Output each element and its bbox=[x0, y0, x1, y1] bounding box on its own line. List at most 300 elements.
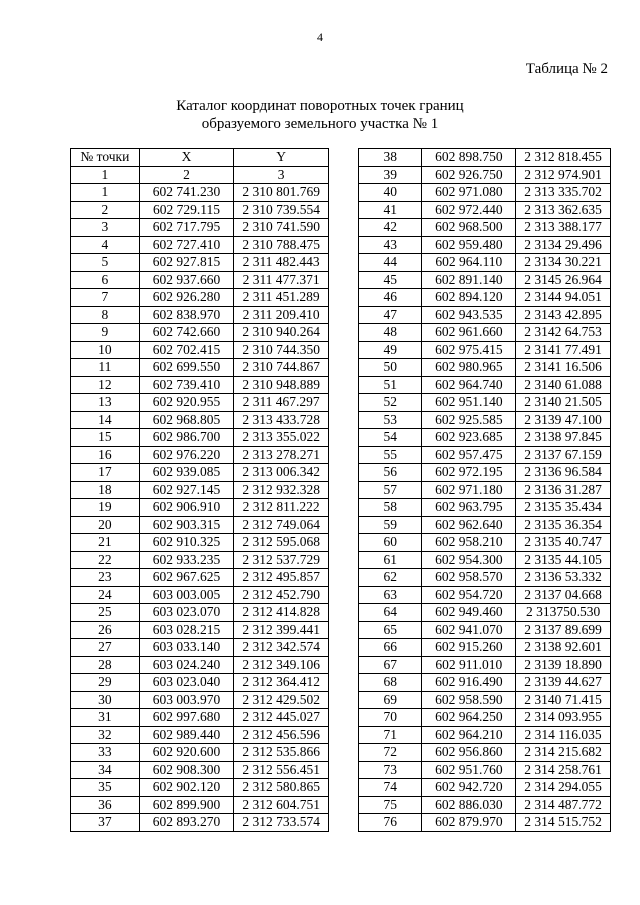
point-number-cell: 2 bbox=[71, 201, 140, 219]
point-number-cell: 68 bbox=[359, 674, 422, 692]
x-coordinate-cell: 602 951.760 bbox=[422, 761, 516, 779]
y-coordinate-cell: 2 311 209.410 bbox=[234, 306, 329, 324]
point-number-cell: 37 bbox=[71, 814, 140, 832]
y-coordinate-cell: 2 3139 44.627 bbox=[516, 674, 611, 692]
x-coordinate-cell: 603 023.040 bbox=[139, 674, 234, 692]
x-coordinate-cell: 602 920.600 bbox=[139, 744, 234, 762]
x-coordinate-cell: 603 024.240 bbox=[139, 656, 234, 674]
table-row bbox=[71, 429, 329, 447]
x-coordinate-cell: 602 971.080 bbox=[422, 184, 516, 202]
y-coordinate-cell: 2 3145 26.964 bbox=[516, 271, 611, 289]
table-row bbox=[71, 324, 329, 342]
x-coordinate-cell: 602 951.140 bbox=[422, 394, 516, 412]
header-x: X bbox=[139, 149, 234, 167]
point-number-cell: 38 bbox=[359, 149, 422, 167]
point-number-cell: 31 bbox=[71, 709, 140, 727]
x-coordinate-cell: 602 954.300 bbox=[422, 551, 516, 569]
x-coordinate-cell: 602 699.550 bbox=[139, 359, 234, 377]
point-number-cell: 39 bbox=[359, 166, 422, 184]
table-row bbox=[71, 219, 329, 237]
x-coordinate-cell: 602 967.625 bbox=[139, 569, 234, 587]
header-point-number: № точки bbox=[71, 149, 140, 167]
point-number-cell: 30 bbox=[71, 691, 140, 709]
x-coordinate-cell: 602 976.220 bbox=[139, 446, 234, 464]
table-label: Таблица № 2 bbox=[525, 61, 608, 77]
point-number-cell: 62 bbox=[359, 569, 422, 587]
x-coordinate-cell: 602 958.590 bbox=[422, 691, 516, 709]
y-coordinate-cell: 2 312 818.455 bbox=[516, 149, 611, 167]
x-coordinate-cell: 602 927.145 bbox=[139, 481, 234, 499]
x-coordinate-cell: 602 972.440 bbox=[422, 201, 516, 219]
x-coordinate-cell: 602 915.260 bbox=[422, 639, 516, 657]
y-coordinate-cell: 2 312 749.064 bbox=[234, 516, 329, 534]
x-coordinate-cell: 602 964.110 bbox=[422, 254, 516, 272]
x-coordinate-cell: 602 964.740 bbox=[422, 376, 516, 394]
point-number-cell: 49 bbox=[359, 341, 422, 359]
y-coordinate-cell: 2 310 744.350 bbox=[234, 341, 329, 359]
point-number-cell: 32 bbox=[71, 726, 140, 744]
point-number-cell: 43 bbox=[359, 236, 422, 254]
table-row bbox=[359, 551, 611, 569]
x-coordinate-cell: 602 959.480 bbox=[422, 236, 516, 254]
point-number-cell: 16 bbox=[71, 446, 140, 464]
table-row bbox=[359, 499, 611, 517]
x-coordinate-cell: 602 961.660 bbox=[422, 324, 516, 342]
table-row bbox=[71, 744, 329, 762]
table-row bbox=[71, 586, 329, 604]
table-row bbox=[359, 761, 611, 779]
point-number-cell: 7 bbox=[71, 289, 140, 307]
point-number-cell: 22 bbox=[71, 551, 140, 569]
y-coordinate-cell: 2 3134 30.221 bbox=[516, 254, 611, 272]
table-row bbox=[71, 674, 329, 692]
x-coordinate-cell: 602 908.300 bbox=[139, 761, 234, 779]
table-row bbox=[71, 691, 329, 709]
x-coordinate-cell: 602 964.250 bbox=[422, 709, 516, 727]
table-row bbox=[359, 604, 611, 622]
table-row bbox=[359, 219, 611, 237]
table-row bbox=[71, 394, 329, 412]
table-row bbox=[359, 464, 611, 482]
y-coordinate-cell: 2 3137 89.699 bbox=[516, 621, 611, 639]
point-number-cell: 33 bbox=[71, 744, 140, 762]
point-number-cell: 74 bbox=[359, 779, 422, 797]
x-coordinate-cell: 602 986.700 bbox=[139, 429, 234, 447]
table-row bbox=[71, 604, 329, 622]
y-coordinate-cell: 2 313 388.177 bbox=[516, 219, 611, 237]
title-line-1: Каталог координат поворотных точек границ bbox=[176, 98, 464, 114]
table-row bbox=[71, 236, 329, 254]
point-number-cell: 41 bbox=[359, 201, 422, 219]
point-number-cell: 55 bbox=[359, 446, 422, 464]
table-row bbox=[359, 306, 611, 324]
point-number-cell: 19 bbox=[71, 499, 140, 517]
y-coordinate-cell: 2 3142 64.753 bbox=[516, 324, 611, 342]
y-coordinate-cell: 2 311 467.297 bbox=[234, 394, 329, 412]
table-row bbox=[359, 569, 611, 587]
table-row bbox=[71, 359, 329, 377]
title-line-2: образуемого земельного участка № 1 bbox=[201, 116, 439, 132]
y-coordinate-cell: 2 312 429.502 bbox=[234, 691, 329, 709]
point-number-cell: 58 bbox=[359, 499, 422, 517]
table-row bbox=[71, 446, 329, 464]
point-number-cell: 51 bbox=[359, 376, 422, 394]
point-number-cell: 24 bbox=[71, 586, 140, 604]
point-number-cell: 1 bbox=[71, 184, 140, 202]
table-row bbox=[71, 796, 329, 814]
y-coordinate-cell: 2 310 788.475 bbox=[234, 236, 329, 254]
y-coordinate-cell: 2 312 445.027 bbox=[234, 709, 329, 727]
point-number-cell: 15 bbox=[71, 429, 140, 447]
x-coordinate-cell: 602 916.490 bbox=[422, 674, 516, 692]
x-coordinate-cell: 602 920.955 bbox=[139, 394, 234, 412]
x-coordinate-cell: 602 958.210 bbox=[422, 534, 516, 552]
x-coordinate-cell: 602 906.910 bbox=[139, 499, 234, 517]
table-row bbox=[359, 254, 611, 272]
point-number-cell: 23 bbox=[71, 569, 140, 587]
x-coordinate-cell: 602 911.010 bbox=[422, 656, 516, 674]
point-number-cell: 63 bbox=[359, 586, 422, 604]
table-row bbox=[71, 306, 329, 324]
y-coordinate-cell: 2 314 258.761 bbox=[516, 761, 611, 779]
x-coordinate-cell: 602 838.970 bbox=[139, 306, 234, 324]
y-coordinate-cell: 2 312 733.574 bbox=[234, 814, 329, 832]
x-coordinate-cell: 602 727.410 bbox=[139, 236, 234, 254]
x-coordinate-cell: 602 968.500 bbox=[422, 219, 516, 237]
y-coordinate-cell: 2 312 495.857 bbox=[234, 569, 329, 587]
point-number-cell: 17 bbox=[71, 464, 140, 482]
point-number-cell: 13 bbox=[71, 394, 140, 412]
x-coordinate-cell: 602 903.315 bbox=[139, 516, 234, 534]
point-number-cell: 52 bbox=[359, 394, 422, 412]
table-row bbox=[71, 201, 329, 219]
table-row bbox=[71, 289, 329, 307]
point-number-cell: 36 bbox=[71, 796, 140, 814]
y-coordinate-cell: 2 312 974.901 bbox=[516, 166, 611, 184]
y-coordinate-cell: 2 312 604.751 bbox=[234, 796, 329, 814]
coordinates-table-right bbox=[358, 148, 611, 832]
point-number-cell: 34 bbox=[71, 761, 140, 779]
x-coordinate-cell: 602 899.900 bbox=[139, 796, 234, 814]
point-number-cell: 50 bbox=[359, 359, 422, 377]
y-coordinate-cell: 2 3135 35.434 bbox=[516, 499, 611, 517]
y-coordinate-cell: 2 313 006.342 bbox=[234, 464, 329, 482]
x-coordinate-cell: 602 949.460 bbox=[422, 604, 516, 622]
y-coordinate-cell: 2 3135 44.105 bbox=[516, 551, 611, 569]
point-number-cell: 73 bbox=[359, 761, 422, 779]
x-coordinate-cell: 603 003.970 bbox=[139, 691, 234, 709]
x-coordinate-cell: 602 898.750 bbox=[422, 149, 516, 167]
y-coordinate-cell: 2 3135 36.354 bbox=[516, 516, 611, 534]
y-coordinate-cell: 2 3136 53.332 bbox=[516, 569, 611, 587]
y-coordinate-cell: 2 314 116.035 bbox=[516, 726, 611, 744]
point-number-cell: 14 bbox=[71, 411, 140, 429]
right-table-body bbox=[359, 149, 611, 832]
table-row bbox=[359, 446, 611, 464]
point-number-cell: 54 bbox=[359, 429, 422, 447]
x-coordinate-cell: 602 742.660 bbox=[139, 324, 234, 342]
x-coordinate-cell: 603 023.070 bbox=[139, 604, 234, 622]
point-number-cell: 71 bbox=[359, 726, 422, 744]
y-coordinate-cell: 2 312 349.106 bbox=[234, 656, 329, 674]
x-coordinate-cell: 602 729.115 bbox=[139, 201, 234, 219]
x-coordinate-cell: 602 739.410 bbox=[139, 376, 234, 394]
table-row bbox=[71, 551, 329, 569]
y-coordinate-cell: 2 313 433.728 bbox=[234, 411, 329, 429]
table-row bbox=[359, 534, 611, 552]
table-row bbox=[359, 411, 611, 429]
x-coordinate-cell: 602 963.795 bbox=[422, 499, 516, 517]
x-coordinate-cell: 602 958.570 bbox=[422, 569, 516, 587]
y-coordinate-cell: 2 314 093.955 bbox=[516, 709, 611, 727]
y-coordinate-cell: 2 3138 97.845 bbox=[516, 429, 611, 447]
table-row bbox=[359, 359, 611, 377]
y-coordinate-cell: 2 310 940.264 bbox=[234, 324, 329, 342]
point-number-cell: 60 bbox=[359, 534, 422, 552]
y-coordinate-cell: 2 3136 96.584 bbox=[516, 464, 611, 482]
y-coordinate-cell: 2 313 335.702 bbox=[516, 184, 611, 202]
x-coordinate-cell: 602 942.720 bbox=[422, 779, 516, 797]
x-coordinate-cell: 602 971.180 bbox=[422, 481, 516, 499]
y-coordinate-cell: 2 3134 29.496 bbox=[516, 236, 611, 254]
y-coordinate-cell: 2 3141 77.491 bbox=[516, 341, 611, 359]
point-number-cell: 40 bbox=[359, 184, 422, 202]
header-numbers-row bbox=[71, 166, 329, 184]
x-coordinate-cell: 602 937.660 bbox=[139, 271, 234, 289]
left-table-body bbox=[71, 184, 329, 832]
y-coordinate-cell: 2 314 215.682 bbox=[516, 744, 611, 762]
point-number-cell: 59 bbox=[359, 516, 422, 534]
y-coordinate-cell: 2 312 452.790 bbox=[234, 586, 329, 604]
table-row bbox=[359, 236, 611, 254]
y-coordinate-cell: 2 314 487.772 bbox=[516, 796, 611, 814]
y-coordinate-cell: 2 314 294.055 bbox=[516, 779, 611, 797]
y-coordinate-cell: 2 310 741.590 bbox=[234, 219, 329, 237]
x-coordinate-cell: 602 891.140 bbox=[422, 271, 516, 289]
y-coordinate-cell: 2 314 515.752 bbox=[516, 814, 611, 832]
table-row bbox=[71, 569, 329, 587]
x-coordinate-cell: 602 943.535 bbox=[422, 306, 516, 324]
x-coordinate-cell: 602 902.120 bbox=[139, 779, 234, 797]
point-number-cell: 72 bbox=[359, 744, 422, 762]
table-row bbox=[359, 324, 611, 342]
table-row bbox=[359, 621, 611, 639]
point-number-cell: 47 bbox=[359, 306, 422, 324]
y-coordinate-cell: 2 3143 42.895 bbox=[516, 306, 611, 324]
table-row bbox=[359, 341, 611, 359]
y-coordinate-cell: 2 3135 40.747 bbox=[516, 534, 611, 552]
table-row bbox=[359, 271, 611, 289]
y-coordinate-cell: 2 3140 71.415 bbox=[516, 691, 611, 709]
y-coordinate-cell: 2 3136 31.287 bbox=[516, 481, 611, 499]
point-number-cell: 61 bbox=[359, 551, 422, 569]
table-row bbox=[359, 709, 611, 727]
x-coordinate-cell: 602 894.120 bbox=[422, 289, 516, 307]
table-row bbox=[71, 184, 329, 202]
point-number-cell: 27 bbox=[71, 639, 140, 657]
header-row bbox=[71, 149, 329, 167]
table-row bbox=[71, 814, 329, 832]
x-coordinate-cell: 602 954.720 bbox=[422, 586, 516, 604]
x-coordinate-cell: 602 717.795 bbox=[139, 219, 234, 237]
page-number: 4 bbox=[317, 30, 323, 44]
x-coordinate-cell: 602 702.415 bbox=[139, 341, 234, 359]
x-coordinate-cell: 602 925.585 bbox=[422, 411, 516, 429]
table-row bbox=[71, 621, 329, 639]
y-coordinate-cell: 2 312 595.068 bbox=[234, 534, 329, 552]
y-coordinate-cell: 2 312 580.865 bbox=[234, 779, 329, 797]
page-title bbox=[0, 97, 640, 133]
x-coordinate-cell: 602 910.325 bbox=[139, 534, 234, 552]
x-coordinate-cell: 602 964.210 bbox=[422, 726, 516, 744]
point-number-cell: 64 bbox=[359, 604, 422, 622]
y-coordinate-cell: 2 3140 61.088 bbox=[516, 376, 611, 394]
point-number-cell: 45 bbox=[359, 271, 422, 289]
y-coordinate-cell: 2 313750.530 bbox=[516, 604, 611, 622]
point-number-cell: 29 bbox=[71, 674, 140, 692]
x-coordinate-cell: 602 962.640 bbox=[422, 516, 516, 534]
table-row bbox=[359, 639, 611, 657]
table-row bbox=[71, 254, 329, 272]
x-coordinate-cell: 602 939.085 bbox=[139, 464, 234, 482]
y-coordinate-cell: 2 310 801.769 bbox=[234, 184, 329, 202]
table-row bbox=[359, 674, 611, 692]
point-number-cell: 75 bbox=[359, 796, 422, 814]
table-row bbox=[71, 761, 329, 779]
table-row bbox=[71, 709, 329, 727]
point-number-cell: 25 bbox=[71, 604, 140, 622]
y-coordinate-cell: 2 313 278.271 bbox=[234, 446, 329, 464]
table-row bbox=[71, 656, 329, 674]
table-row bbox=[359, 376, 611, 394]
y-coordinate-cell: 2 3141 16.506 bbox=[516, 359, 611, 377]
y-coordinate-cell: 2 3139 18.890 bbox=[516, 656, 611, 674]
point-number-cell: 65 bbox=[359, 621, 422, 639]
y-coordinate-cell: 2 311 482.443 bbox=[234, 254, 329, 272]
x-coordinate-cell: 602 975.415 bbox=[422, 341, 516, 359]
table-row bbox=[71, 516, 329, 534]
table-row bbox=[359, 726, 611, 744]
table-row bbox=[359, 166, 611, 184]
point-number-cell: 53 bbox=[359, 411, 422, 429]
table-row bbox=[359, 691, 611, 709]
x-coordinate-cell: 602 741.230 bbox=[139, 184, 234, 202]
x-coordinate-cell: 602 927.815 bbox=[139, 254, 234, 272]
header-number-1: 1 bbox=[71, 166, 140, 184]
table-row bbox=[71, 411, 329, 429]
y-coordinate-cell: 2 3140 21.505 bbox=[516, 394, 611, 412]
point-number-cell: 70 bbox=[359, 709, 422, 727]
table-row bbox=[359, 149, 611, 167]
table-row bbox=[359, 796, 611, 814]
y-coordinate-cell: 2 310 948.889 bbox=[234, 376, 329, 394]
table-row bbox=[71, 481, 329, 499]
x-coordinate-cell: 602 886.030 bbox=[422, 796, 516, 814]
point-number-cell: 26 bbox=[71, 621, 140, 639]
y-coordinate-cell: 2 310 739.554 bbox=[234, 201, 329, 219]
y-coordinate-cell: 2 312 556.451 bbox=[234, 761, 329, 779]
table-row bbox=[359, 184, 611, 202]
point-number-cell: 66 bbox=[359, 639, 422, 657]
y-coordinate-cell: 2 311 451.289 bbox=[234, 289, 329, 307]
y-coordinate-cell: 2 311 477.371 bbox=[234, 271, 329, 289]
coordinates-table-left bbox=[70, 148, 329, 832]
point-number-cell: 44 bbox=[359, 254, 422, 272]
point-number-cell: 18 bbox=[71, 481, 140, 499]
x-coordinate-cell: 602 968.805 bbox=[139, 411, 234, 429]
point-number-cell: 28 bbox=[71, 656, 140, 674]
y-coordinate-cell: 2 312 342.574 bbox=[234, 639, 329, 657]
point-number-cell: 57 bbox=[359, 481, 422, 499]
x-coordinate-cell: 602 923.685 bbox=[422, 429, 516, 447]
x-coordinate-cell: 602 980.965 bbox=[422, 359, 516, 377]
y-coordinate-cell: 2 3137 67.159 bbox=[516, 446, 611, 464]
y-coordinate-cell: 2 312 932.328 bbox=[234, 481, 329, 499]
point-number-cell: 8 bbox=[71, 306, 140, 324]
x-coordinate-cell: 602 972.195 bbox=[422, 464, 516, 482]
point-number-cell: 69 bbox=[359, 691, 422, 709]
y-coordinate-cell: 2 312 811.222 bbox=[234, 499, 329, 517]
y-coordinate-cell: 2 312 537.729 bbox=[234, 551, 329, 569]
x-coordinate-cell: 603 028.215 bbox=[139, 621, 234, 639]
x-coordinate-cell: 602 879.970 bbox=[422, 814, 516, 832]
y-coordinate-cell: 2 312 535.866 bbox=[234, 744, 329, 762]
point-number-cell: 42 bbox=[359, 219, 422, 237]
point-number-cell: 9 bbox=[71, 324, 140, 342]
point-number-cell: 35 bbox=[71, 779, 140, 797]
y-coordinate-cell: 2 312 456.596 bbox=[234, 726, 329, 744]
table-row bbox=[359, 814, 611, 832]
y-coordinate-cell: 2 312 414.828 bbox=[234, 604, 329, 622]
y-coordinate-cell: 2 313 362.635 bbox=[516, 201, 611, 219]
y-coordinate-cell: 2 310 744.867 bbox=[234, 359, 329, 377]
x-coordinate-cell: 602 926.750 bbox=[422, 166, 516, 184]
x-coordinate-cell: 602 926.280 bbox=[139, 289, 234, 307]
table-row bbox=[71, 499, 329, 517]
table-row bbox=[71, 271, 329, 289]
table-row bbox=[71, 534, 329, 552]
x-coordinate-cell: 602 989.440 bbox=[139, 726, 234, 744]
table-row bbox=[71, 376, 329, 394]
table-row bbox=[359, 201, 611, 219]
point-number-cell: 12 bbox=[71, 376, 140, 394]
table-row bbox=[359, 289, 611, 307]
x-coordinate-cell: 602 957.475 bbox=[422, 446, 516, 464]
y-coordinate-cell: 2 313 355.022 bbox=[234, 429, 329, 447]
x-coordinate-cell: 603 003.005 bbox=[139, 586, 234, 604]
table-row bbox=[359, 744, 611, 762]
table-row bbox=[359, 394, 611, 412]
table-row bbox=[359, 779, 611, 797]
x-coordinate-cell: 603 033.140 bbox=[139, 639, 234, 657]
point-number-cell: 11 bbox=[71, 359, 140, 377]
header-number-3: 3 bbox=[234, 166, 329, 184]
x-coordinate-cell: 602 893.270 bbox=[139, 814, 234, 832]
point-number-cell: 3 bbox=[71, 219, 140, 237]
x-coordinate-cell: 602 997.680 bbox=[139, 709, 234, 727]
table-row bbox=[71, 779, 329, 797]
y-coordinate-cell: 2 3138 92.601 bbox=[516, 639, 611, 657]
y-coordinate-cell: 2 312 364.412 bbox=[234, 674, 329, 692]
point-number-cell: 6 bbox=[71, 271, 140, 289]
header-number-2: 2 bbox=[139, 166, 234, 184]
table-row bbox=[359, 586, 611, 604]
table-row bbox=[71, 341, 329, 359]
table-row bbox=[359, 481, 611, 499]
table-row bbox=[359, 516, 611, 534]
x-coordinate-cell: 602 941.070 bbox=[422, 621, 516, 639]
x-coordinate-cell: 602 956.860 bbox=[422, 744, 516, 762]
